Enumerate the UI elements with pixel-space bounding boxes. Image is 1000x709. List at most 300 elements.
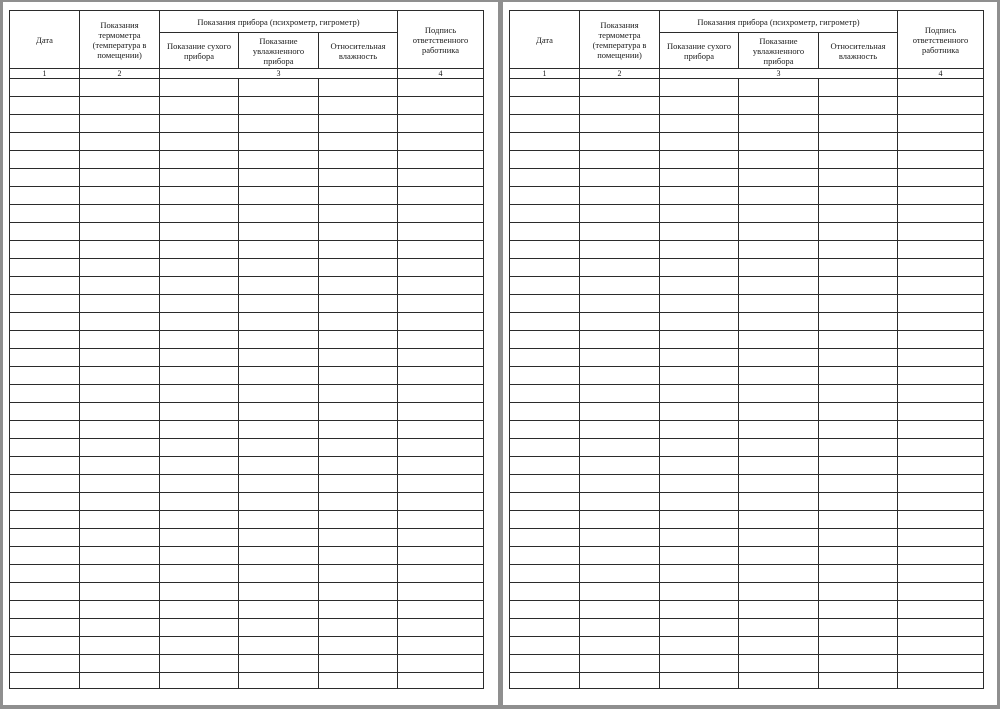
wet-reading-cell[interactable] [739,601,819,619]
humidity-cell[interactable] [319,457,398,475]
date-cell[interactable] [10,583,80,601]
temperature-cell[interactable] [580,511,660,529]
dry-reading-cell[interactable] [660,367,739,385]
signature-cell[interactable] [898,151,984,169]
temperature-cell[interactable] [80,439,160,457]
date-cell[interactable] [10,79,80,97]
signature-cell[interactable] [898,565,984,583]
signature-cell[interactable] [898,385,984,403]
dry-reading-cell[interactable] [160,529,239,547]
dry-reading-cell[interactable] [660,223,739,241]
dry-reading-cell[interactable] [160,565,239,583]
dry-reading-cell[interactable] [160,349,239,367]
date-cell[interactable] [510,673,580,689]
humidity-cell[interactable] [819,619,898,637]
wet-reading-cell[interactable] [739,529,819,547]
temperature-cell[interactable] [580,421,660,439]
signature-cell[interactable] [898,529,984,547]
humidity-cell[interactable] [819,349,898,367]
dry-reading-cell[interactable] [160,511,239,529]
dry-reading-cell[interactable] [660,133,739,151]
wet-reading-cell[interactable] [239,259,319,277]
wet-reading-cell[interactable] [239,421,319,439]
date-cell[interactable] [10,331,80,349]
wet-reading-cell[interactable] [239,169,319,187]
wet-reading-cell[interactable] [739,655,819,673]
temperature-cell[interactable] [80,97,160,115]
wet-reading-cell[interactable] [239,115,319,133]
temperature-cell[interactable] [80,421,160,439]
wet-reading-cell[interactable] [239,349,319,367]
date-cell[interactable] [10,619,80,637]
wet-reading-cell[interactable] [239,619,319,637]
date-cell[interactable] [10,637,80,655]
date-cell[interactable] [10,601,80,619]
wet-reading-cell[interactable] [239,223,319,241]
wet-reading-cell[interactable] [239,601,319,619]
temperature-cell[interactable] [580,619,660,637]
date-cell[interactable] [510,655,580,673]
dry-reading-cell[interactable] [160,79,239,97]
wet-reading-cell[interactable] [739,673,819,689]
temperature-cell[interactable] [80,79,160,97]
humidity-cell[interactable] [819,673,898,689]
temperature-cell[interactable] [80,115,160,133]
dry-reading-cell[interactable] [660,529,739,547]
wet-reading-cell[interactable] [239,511,319,529]
wet-reading-cell[interactable] [739,637,819,655]
humidity-cell[interactable] [319,241,398,259]
temperature-cell[interactable] [580,133,660,151]
humidity-cell[interactable] [319,511,398,529]
humidity-cell[interactable] [819,511,898,529]
dry-reading-cell[interactable] [160,457,239,475]
dry-reading-cell[interactable] [160,673,239,689]
date-cell[interactable] [510,421,580,439]
temperature-cell[interactable] [80,187,160,205]
date-cell[interactable] [510,493,580,511]
wet-reading-cell[interactable] [739,241,819,259]
humidity-cell[interactable] [319,97,398,115]
signature-cell[interactable] [898,115,984,133]
humidity-cell[interactable] [319,367,398,385]
wet-reading-cell[interactable] [739,475,819,493]
temperature-cell[interactable] [80,331,160,349]
signature-cell[interactable] [398,223,484,241]
signature-cell[interactable] [898,655,984,673]
wet-reading-cell[interactable] [239,529,319,547]
temperature-cell[interactable] [580,655,660,673]
date-cell[interactable] [510,331,580,349]
dry-reading-cell[interactable] [160,277,239,295]
dry-reading-cell[interactable] [660,169,739,187]
humidity-cell[interactable] [319,421,398,439]
wet-reading-cell[interactable] [239,205,319,223]
temperature-cell[interactable] [580,169,660,187]
temperature-cell[interactable] [80,223,160,241]
dry-reading-cell[interactable] [660,619,739,637]
temperature-cell[interactable] [80,277,160,295]
humidity-cell[interactable] [819,277,898,295]
dry-reading-cell[interactable] [660,313,739,331]
dry-reading-cell[interactable] [160,187,239,205]
temperature-cell[interactable] [580,151,660,169]
humidity-cell[interactable] [819,547,898,565]
humidity-cell[interactable] [319,133,398,151]
signature-cell[interactable] [398,493,484,511]
temperature-cell[interactable] [580,79,660,97]
signature-cell[interactable] [898,277,984,295]
temperature-cell[interactable] [580,457,660,475]
humidity-cell[interactable] [319,349,398,367]
signature-cell[interactable] [898,97,984,115]
wet-reading-cell[interactable] [739,205,819,223]
dry-reading-cell[interactable] [160,583,239,601]
date-cell[interactable] [510,169,580,187]
temperature-cell[interactable] [80,385,160,403]
humidity-cell[interactable] [819,529,898,547]
signature-cell[interactable] [898,313,984,331]
signature-cell[interactable] [898,439,984,457]
signature-cell[interactable] [398,169,484,187]
temperature-cell[interactable] [80,295,160,313]
signature-cell[interactable] [898,421,984,439]
wet-reading-cell[interactable] [739,385,819,403]
date-cell[interactable] [510,259,580,277]
dry-reading-cell[interactable] [660,655,739,673]
date-cell[interactable] [510,349,580,367]
date-cell[interactable] [10,493,80,511]
dry-reading-cell[interactable] [660,637,739,655]
temperature-cell[interactable] [580,385,660,403]
humidity-cell[interactable] [819,241,898,259]
humidity-cell[interactable] [319,331,398,349]
humidity-cell[interactable] [319,79,398,97]
humidity-cell[interactable] [819,223,898,241]
signature-cell[interactable] [398,457,484,475]
temperature-cell[interactable] [80,403,160,421]
humidity-cell[interactable] [819,583,898,601]
signature-cell[interactable] [898,205,984,223]
dry-reading-cell[interactable] [160,403,239,421]
wet-reading-cell[interactable] [239,151,319,169]
date-cell[interactable] [510,583,580,601]
temperature-cell[interactable] [80,619,160,637]
date-cell[interactable] [510,637,580,655]
temperature-cell[interactable] [80,511,160,529]
date-cell[interactable] [10,259,80,277]
humidity-cell[interactable] [819,151,898,169]
wet-reading-cell[interactable] [239,133,319,151]
wet-reading-cell[interactable] [239,547,319,565]
date-cell[interactable] [510,187,580,205]
humidity-cell[interactable] [819,115,898,133]
date-cell[interactable] [10,565,80,583]
humidity-cell[interactable] [819,259,898,277]
signature-cell[interactable] [398,601,484,619]
signature-cell[interactable] [398,439,484,457]
temperature-cell[interactable] [80,637,160,655]
dry-reading-cell[interactable] [160,151,239,169]
date-cell[interactable] [10,439,80,457]
dry-reading-cell[interactable] [660,403,739,421]
humidity-cell[interactable] [319,277,398,295]
signature-cell[interactable] [398,277,484,295]
temperature-cell[interactable] [580,349,660,367]
wet-reading-cell[interactable] [739,223,819,241]
date-cell[interactable] [510,79,580,97]
humidity-cell[interactable] [819,133,898,151]
dry-reading-cell[interactable] [660,475,739,493]
date-cell[interactable] [510,223,580,241]
date-cell[interactable] [510,601,580,619]
temperature-cell[interactable] [80,151,160,169]
signature-cell[interactable] [398,673,484,689]
temperature-cell[interactable] [80,241,160,259]
humidity-cell[interactable] [819,493,898,511]
signature-cell[interactable] [398,205,484,223]
signature-cell[interactable] [898,331,984,349]
humidity-cell[interactable] [819,385,898,403]
date-cell[interactable] [510,403,580,421]
dry-reading-cell[interactable] [160,223,239,241]
wet-reading-cell[interactable] [739,151,819,169]
humidity-cell[interactable] [319,205,398,223]
temperature-cell[interactable] [580,259,660,277]
signature-cell[interactable] [898,547,984,565]
wet-reading-cell[interactable] [739,403,819,421]
date-cell[interactable] [510,277,580,295]
humidity-cell[interactable] [819,457,898,475]
temperature-cell[interactable] [580,115,660,133]
temperature-cell[interactable] [80,457,160,475]
humidity-cell[interactable] [819,367,898,385]
wet-reading-cell[interactable] [239,295,319,313]
signature-cell[interactable] [398,511,484,529]
date-cell[interactable] [510,529,580,547]
date-cell[interactable] [10,457,80,475]
signature-cell[interactable] [398,529,484,547]
dry-reading-cell[interactable] [660,583,739,601]
date-cell[interactable] [10,151,80,169]
wet-reading-cell[interactable] [739,97,819,115]
signature-cell[interactable] [898,637,984,655]
dry-reading-cell[interactable] [660,331,739,349]
dry-reading-cell[interactable] [660,115,739,133]
date-cell[interactable] [10,349,80,367]
dry-reading-cell[interactable] [160,637,239,655]
humidity-cell[interactable] [819,637,898,655]
humidity-cell[interactable] [819,79,898,97]
wet-reading-cell[interactable] [239,493,319,511]
dry-reading-cell[interactable] [160,97,239,115]
dry-reading-cell[interactable] [160,241,239,259]
date-cell[interactable] [510,295,580,313]
dry-reading-cell[interactable] [660,187,739,205]
temperature-cell[interactable] [580,187,660,205]
temperature-cell[interactable] [580,475,660,493]
signature-cell[interactable] [398,259,484,277]
temperature-cell[interactable] [580,403,660,421]
temperature-cell[interactable] [80,169,160,187]
wet-reading-cell[interactable] [739,367,819,385]
date-cell[interactable] [10,421,80,439]
temperature-cell[interactable] [580,529,660,547]
temperature-cell[interactable] [80,673,160,689]
date-cell[interactable] [10,295,80,313]
date-cell[interactable] [510,547,580,565]
signature-cell[interactable] [398,655,484,673]
temperature-cell[interactable] [580,295,660,313]
signature-cell[interactable] [398,295,484,313]
wet-reading-cell[interactable] [239,277,319,295]
signature-cell[interactable] [898,295,984,313]
dry-reading-cell[interactable] [660,151,739,169]
temperature-cell[interactable] [80,529,160,547]
humidity-cell[interactable] [319,151,398,169]
signature-cell[interactable] [398,637,484,655]
wet-reading-cell[interactable] [739,565,819,583]
dry-reading-cell[interactable] [660,511,739,529]
temperature-cell[interactable] [80,475,160,493]
humidity-cell[interactable] [319,115,398,133]
signature-cell[interactable] [898,511,984,529]
wet-reading-cell[interactable] [739,547,819,565]
wet-reading-cell[interactable] [239,313,319,331]
signature-cell[interactable] [398,151,484,169]
humidity-cell[interactable] [319,313,398,331]
temperature-cell[interactable] [580,601,660,619]
date-cell[interactable] [510,457,580,475]
date-cell[interactable] [10,547,80,565]
wet-reading-cell[interactable] [739,619,819,637]
date-cell[interactable] [510,115,580,133]
wet-reading-cell[interactable] [739,349,819,367]
date-cell[interactable] [510,205,580,223]
date-cell[interactable] [510,367,580,385]
dry-reading-cell[interactable] [160,331,239,349]
signature-cell[interactable] [898,79,984,97]
signature-cell[interactable] [398,79,484,97]
signature-cell[interactable] [398,565,484,583]
signature-cell[interactable] [898,475,984,493]
humidity-cell[interactable] [319,601,398,619]
date-cell[interactable] [10,187,80,205]
dry-reading-cell[interactable] [160,295,239,313]
date-cell[interactable] [510,619,580,637]
humidity-cell[interactable] [819,169,898,187]
date-cell[interactable] [10,223,80,241]
wet-reading-cell[interactable] [739,583,819,601]
wet-reading-cell[interactable] [239,403,319,421]
wet-reading-cell[interactable] [239,457,319,475]
signature-cell[interactable] [398,331,484,349]
humidity-cell[interactable] [319,475,398,493]
wet-reading-cell[interactable] [739,259,819,277]
dry-reading-cell[interactable] [660,295,739,313]
date-cell[interactable] [10,403,80,421]
signature-cell[interactable] [898,223,984,241]
date-cell[interactable] [510,313,580,331]
dry-reading-cell[interactable] [660,565,739,583]
wet-reading-cell[interactable] [239,331,319,349]
humidity-cell[interactable] [319,403,398,421]
date-cell[interactable] [10,205,80,223]
temperature-cell[interactable] [580,439,660,457]
humidity-cell[interactable] [819,97,898,115]
wet-reading-cell[interactable] [739,79,819,97]
temperature-cell[interactable] [580,673,660,689]
temperature-cell[interactable] [580,493,660,511]
humidity-cell[interactable] [319,493,398,511]
humidity-cell[interactable] [819,655,898,673]
date-cell[interactable] [510,511,580,529]
dry-reading-cell[interactable] [660,673,739,689]
date-cell[interactable] [10,367,80,385]
humidity-cell[interactable] [319,583,398,601]
date-cell[interactable] [10,511,80,529]
signature-cell[interactable] [898,601,984,619]
signature-cell[interactable] [898,187,984,205]
dry-reading-cell[interactable] [160,259,239,277]
signature-cell[interactable] [898,169,984,187]
date-cell[interactable] [10,97,80,115]
humidity-cell[interactable] [819,403,898,421]
humidity-cell[interactable] [819,421,898,439]
dry-reading-cell[interactable] [660,97,739,115]
temperature-cell[interactable] [580,223,660,241]
temperature-cell[interactable] [80,583,160,601]
wet-reading-cell[interactable] [239,79,319,97]
humidity-cell[interactable] [319,619,398,637]
humidity-cell[interactable] [319,547,398,565]
date-cell[interactable] [10,115,80,133]
humidity-cell[interactable] [319,169,398,187]
signature-cell[interactable] [398,187,484,205]
wet-reading-cell[interactable] [739,439,819,457]
temperature-cell[interactable] [580,637,660,655]
dry-reading-cell[interactable] [660,439,739,457]
signature-cell[interactable] [398,547,484,565]
humidity-cell[interactable] [319,385,398,403]
signature-cell[interactable] [898,259,984,277]
signature-cell[interactable] [398,619,484,637]
wet-reading-cell[interactable] [239,637,319,655]
humidity-cell[interactable] [319,439,398,457]
dry-reading-cell[interactable] [160,367,239,385]
dry-reading-cell[interactable] [660,457,739,475]
signature-cell[interactable] [898,457,984,475]
signature-cell[interactable] [398,475,484,493]
wet-reading-cell[interactable] [239,565,319,583]
humidity-cell[interactable] [819,295,898,313]
temperature-cell[interactable] [580,313,660,331]
wet-reading-cell[interactable] [239,655,319,673]
temperature-cell[interactable] [580,241,660,259]
humidity-cell[interactable] [819,313,898,331]
temperature-cell[interactable] [80,367,160,385]
wet-reading-cell[interactable] [239,367,319,385]
signature-cell[interactable] [398,421,484,439]
signature-cell[interactable] [898,619,984,637]
dry-reading-cell[interactable] [160,421,239,439]
temperature-cell[interactable] [580,547,660,565]
temperature-cell[interactable] [580,367,660,385]
temperature-cell[interactable] [80,601,160,619]
dry-reading-cell[interactable] [660,205,739,223]
temperature-cell[interactable] [580,277,660,295]
wet-reading-cell[interactable] [739,493,819,511]
